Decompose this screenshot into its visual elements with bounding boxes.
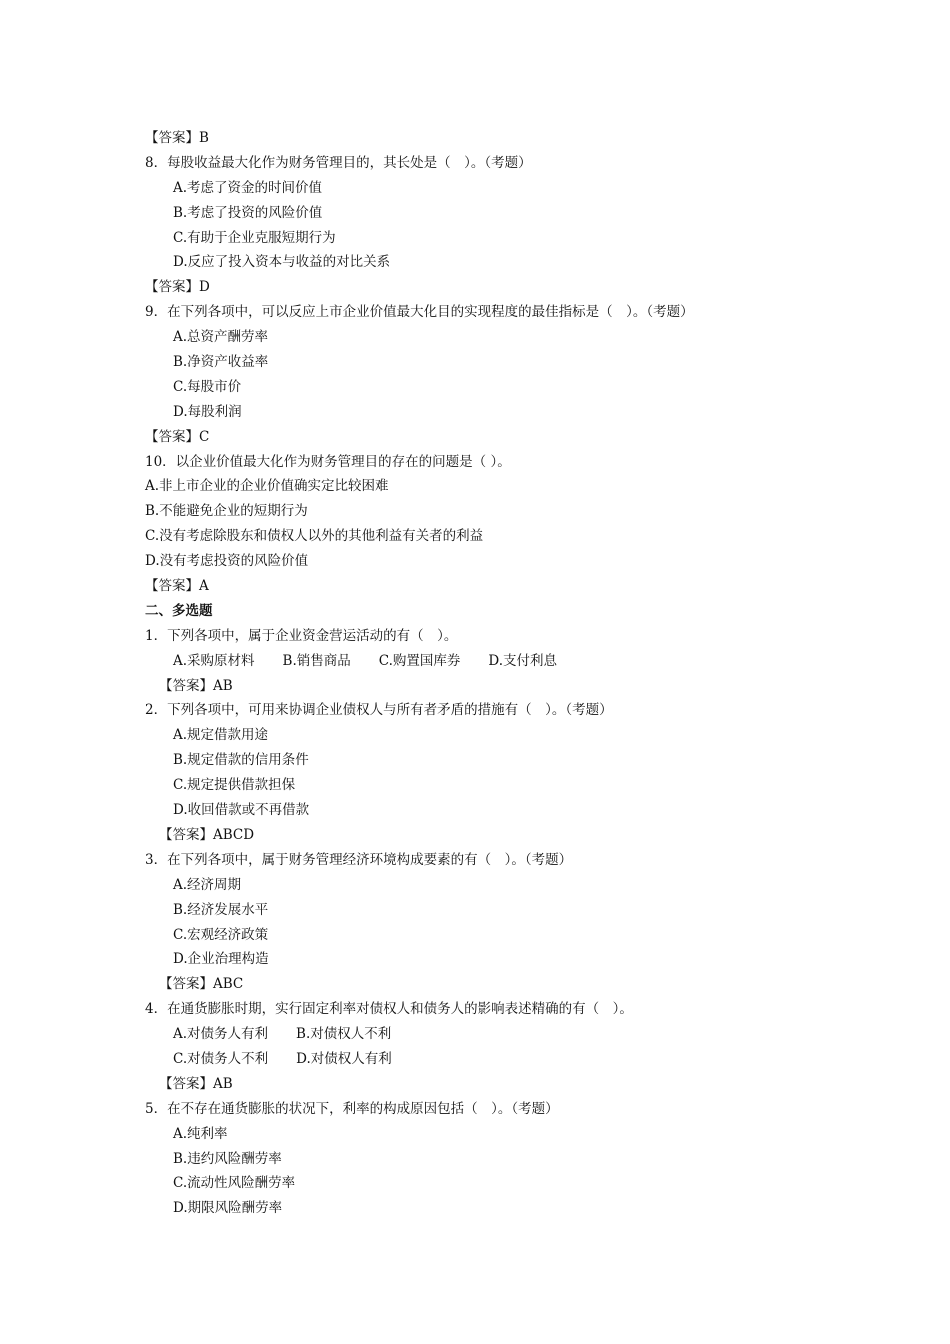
option-line: B.净资产收益率: [173, 354, 269, 371]
option-line: D.反应了投入资本与收益的对比关系: [173, 254, 391, 271]
section-heading: 二、多选题: [145, 602, 213, 619]
answer-line: 【答案】AB: [159, 1075, 233, 1092]
question-multi-2: 2．下列各项中，可用来协调企业债权人与所有者矛盾的措施有（ ）。（考题）: [145, 702, 613, 719]
option-line: A.非上市企业的企业价值确实定比较困难: [145, 478, 389, 495]
option-line: B.经济发展水平: [173, 901, 269, 918]
option-b: B.销售商品: [282, 652, 351, 669]
option-line: D.企业治理构造: [173, 951, 269, 968]
option-line: B.规定借款的信用条件: [173, 752, 309, 769]
options-row: [145, 1022, 785, 1047]
option-line: A.经济周期: [173, 876, 242, 893]
option-line: D.期限风险酬劳率: [173, 1200, 283, 1217]
option-line: D.每股利润: [173, 403, 242, 420]
option-c: C.购置国库券: [378, 652, 461, 669]
option-d: D.支付利息: [488, 652, 558, 669]
option-line: D.收回借款或不再借款: [173, 802, 310, 819]
option-line: D.没有考虑投资的风险价值: [145, 553, 309, 570]
option-line: C.有助于企业克服短期行为: [173, 229, 336, 246]
question-multi-1: 1．下列各项中，属于企业资金营运活动的有（ ）。: [145, 627, 458, 644]
answer-line: 【答案】AB: [159, 677, 233, 694]
answer-line: 【答案】B: [145, 130, 209, 146]
options-row: [145, 649, 785, 674]
answer-line: 【答案】C: [145, 428, 210, 445]
option-line: C.宏观经济政策: [173, 926, 269, 943]
option-a: A.采购原材料: [173, 652, 255, 669]
option-d: D.对债权人有利: [296, 1050, 392, 1067]
question-multi-3: 3．在下列各项中，属于财务管理经济环境构成要素的有（ ）。（考题）: [145, 851, 573, 868]
question-9: 9．在下列各项中，可以反应上市企业价值最大化目的实现程度的最佳指标是（ ）。（考题）: [145, 304, 694, 321]
option-line: A.考虑了资金的时间价值: [173, 179, 323, 196]
option-a: A.对债务人有利: [173, 1026, 269, 1043]
answer-line: 【答案】ABCD: [159, 826, 255, 843]
option-line: A.总资产酬劳率: [173, 329, 269, 346]
options-row: [145, 1047, 785, 1072]
option-c: C.对债务人不利: [173, 1050, 269, 1067]
question-8: 8．每股收益最大化作为财务管理目的，其长处是（ ）。（考题）: [145, 154, 532, 171]
page-content: [145, 126, 785, 1221]
option-line: B.违约风险酬劳率: [173, 1150, 282, 1167]
option-line: B.不能避免企业的短期行为: [145, 503, 308, 520]
answer-line: 【答案】ABC: [159, 976, 244, 993]
answer-line: 【答案】A: [145, 578, 209, 595]
option-line: C.每股市价: [173, 378, 242, 395]
option-line: C.规定提供借款担保: [173, 777, 296, 794]
question-10: 10．以企业价值最大化作为财务管理目的存在的问题是（ ）。: [145, 453, 511, 470]
option-line: A.纯利率: [173, 1125, 228, 1142]
question-multi-5: 5．在不存在通货膨胀的状况下，利率的构成原因包括（ ）。（考题）: [145, 1100, 559, 1117]
option-line: B.考虑了投资的风险价值: [173, 204, 323, 221]
option-line: A.规定借款用途: [173, 727, 269, 744]
option-b: B.对债权人不利: [296, 1026, 392, 1043]
answer-line: 【答案】D: [145, 279, 210, 296]
option-line: C.流动性风险酬劳率: [173, 1175, 296, 1192]
question-multi-4: 4．在通货膨胀时期，实行固定利率对债权人和债务人的影响表述精确的有（ ）。: [145, 1001, 633, 1018]
option-line: C.没有考虑除股东和债权人以外的其他利益有关者的利益: [145, 528, 484, 545]
